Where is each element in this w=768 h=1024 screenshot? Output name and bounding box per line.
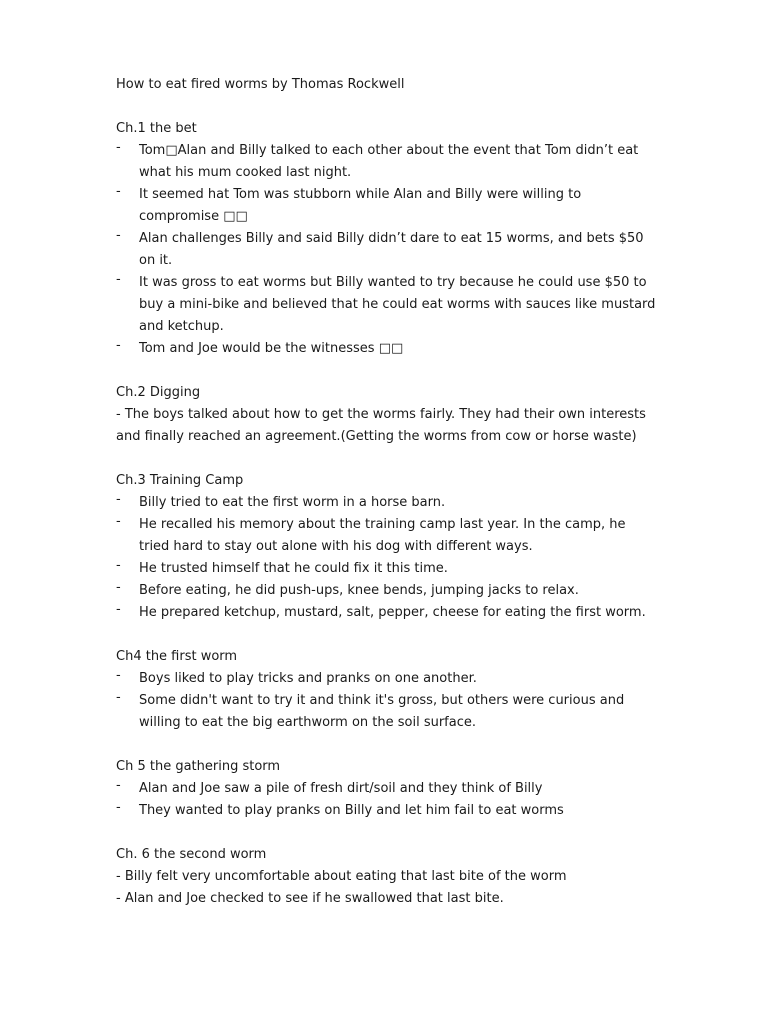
chapter-section (116, 844, 656, 910)
bullet-text: Billy tried to eat the first worm in a horse barn. (139, 495, 446, 510)
bullet-text: Tom□Alan and Billy talked to each other about the event that Tom didn’t eat what his mum cooked last night. (139, 143, 639, 180)
bullet-marker: - (116, 228, 121, 243)
document-body (116, 118, 656, 910)
bullet-text: Some didn't want to try it and think it's gross, but others were curious and willing to eat the big earthworm on the soil surface. (139, 693, 625, 730)
chapter-heading: Ch 5 the gathering storm (116, 759, 281, 774)
bullet-text: It was gross to eat worms but Billy wanted to try because he could use $50 to buy a mini-bike and believed that he could eat worms with sauces like mustard and ketchup. (139, 275, 656, 334)
paragraph-text: - The boys talked about how to get the worms fairly. They had their own interests and finally reached an agreement.(Getting the worms from cow or horse waste) (116, 407, 646, 444)
bullet-item (116, 492, 656, 514)
chapter-section (116, 382, 656, 448)
bullet-marker: - (116, 140, 121, 155)
bullet-marker: - (116, 272, 121, 287)
bullet-marker: - (116, 778, 121, 793)
bullet-item (116, 558, 656, 580)
document-title: How to eat fired worms by Thomas Rockwell (116, 77, 405, 92)
bullet-item (116, 338, 656, 360)
bullet-marker: - (116, 558, 121, 573)
bullet-marker: - (116, 492, 121, 507)
bullet-text: It seemed hat Tom was stubborn while Alan and Billy were willing to compromise □□ (139, 187, 582, 224)
bullet-item (116, 140, 656, 184)
bullet-marker: - (116, 690, 121, 705)
bullet-text: They wanted to play pranks on Billy and let him fail to eat worms (139, 803, 564, 818)
chapter-heading: Ch.2 Digging (116, 385, 201, 400)
bullet-text: He trusted himself that he could fix it this time. (139, 561, 448, 576)
bullet-marker: - (116, 338, 121, 353)
chapter-heading: Ch.1 the bet (116, 121, 197, 136)
bullet-marker: - (116, 580, 121, 595)
bullet-text: He recalled his memory about the training camp last year. In the camp, he tried hard to stay out alone with his dog with different ways. (139, 517, 626, 554)
bullet-marker: - (116, 800, 121, 815)
bullet-item (116, 778, 656, 800)
chapter-heading: Ch4 the first worm (116, 649, 238, 664)
bullet-text: He prepared ketchup, mustard, salt, pepper, cheese for eating the first worm. (139, 605, 646, 620)
document-page (116, 74, 656, 932)
bullet-marker: - (116, 514, 121, 529)
bullet-item (116, 602, 656, 624)
chapter-heading: Ch.3 Training Camp (116, 473, 244, 488)
chapter-heading: Ch. 6 the second worm (116, 847, 267, 862)
bullet-item (116, 668, 656, 690)
chapter-section (116, 646, 656, 734)
bullet-text: Alan and Joe saw a pile of fresh dirt/soil and they think of Billy (139, 781, 543, 796)
bullet-text: Before eating, he did push-ups, knee bends, jumping jacks to relax. (139, 583, 579, 598)
paragraph-text: - Billy felt very uncomfortable about eating that last bite of the worm (116, 869, 567, 884)
chapter-section (116, 118, 656, 360)
bullet-item (116, 800, 656, 822)
bullet-item (116, 690, 656, 734)
bullet-marker: - (116, 602, 121, 617)
paragraph-text: - Alan and Joe checked to see if he swallowed that last bite. (116, 891, 504, 906)
bullet-marker: - (116, 184, 121, 199)
chapter-section (116, 470, 656, 624)
bullet-marker: - (116, 668, 121, 683)
bullet-item (116, 228, 656, 272)
chapter-section (116, 756, 656, 822)
bullet-text: Tom and Joe would be the witnesses □□ (139, 341, 404, 356)
bullet-text: Alan challenges Billy and said Billy didn’t dare to eat 15 worms, and bets $50 on it. (139, 231, 644, 268)
bullet-item (116, 514, 656, 558)
bullet-text: Boys liked to play tricks and pranks on one another. (139, 671, 477, 686)
bullet-item (116, 580, 656, 602)
bullet-item (116, 272, 656, 338)
bullet-item (116, 184, 656, 228)
